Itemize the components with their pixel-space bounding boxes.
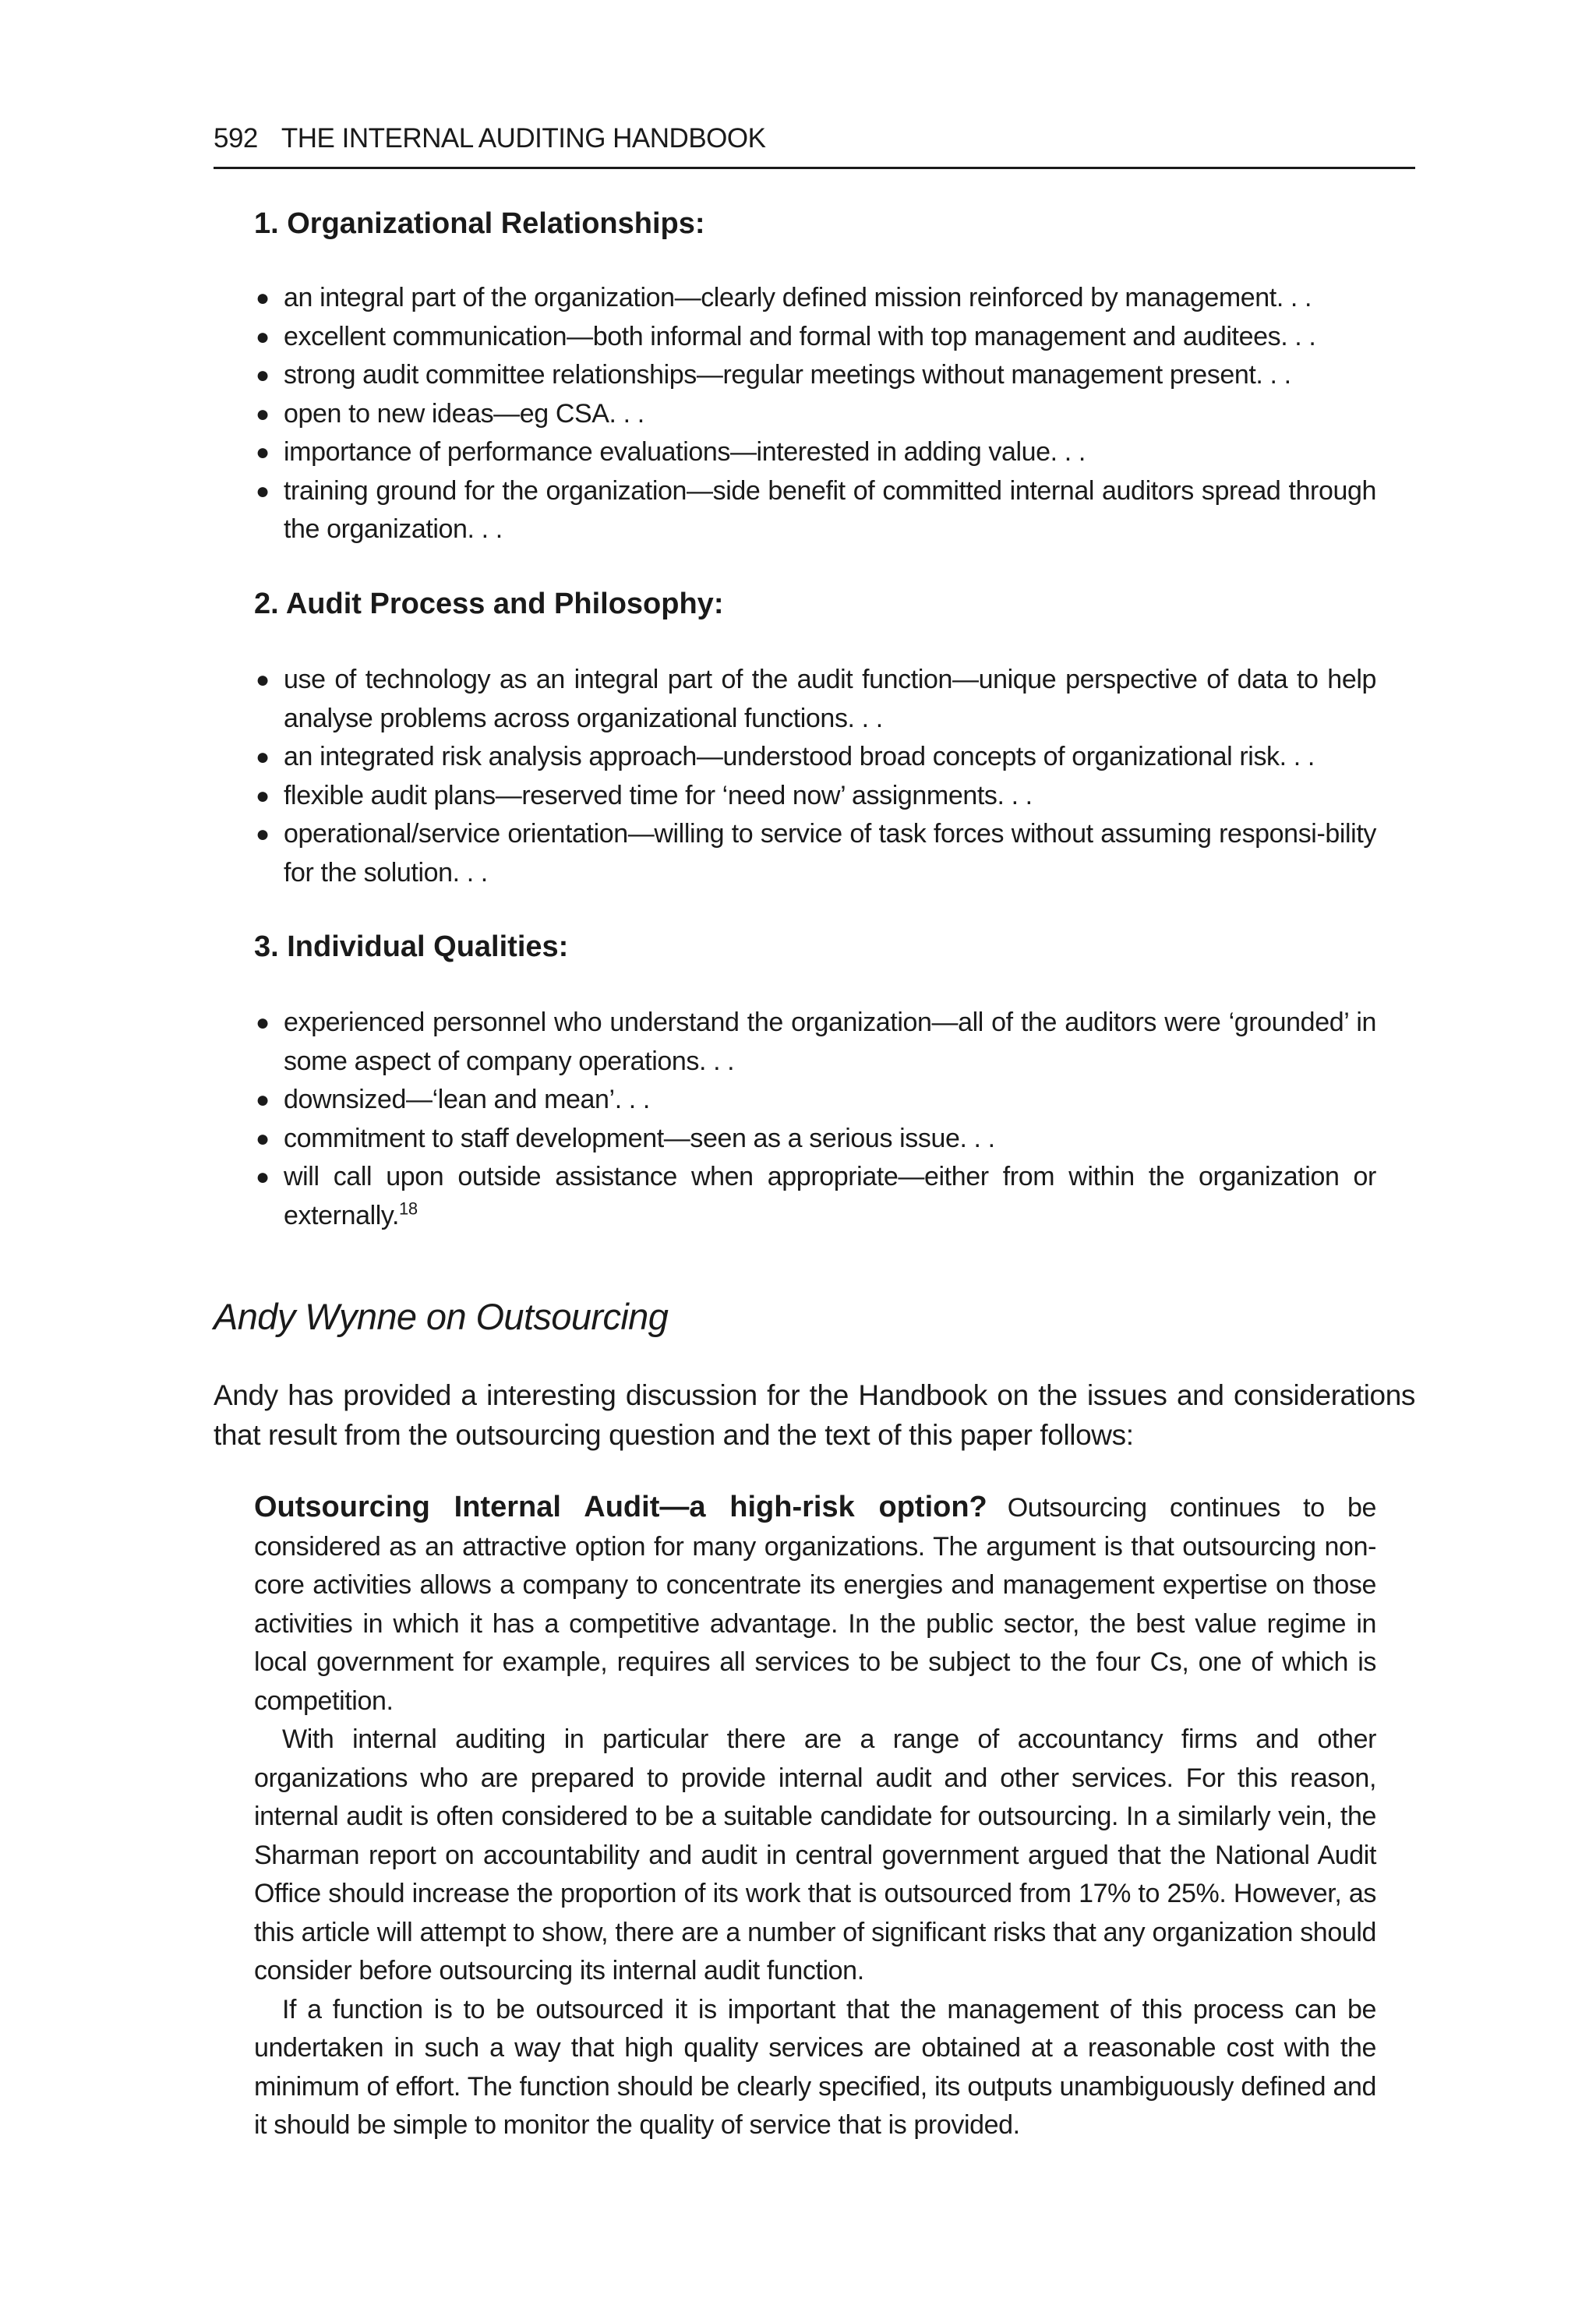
list-item [254, 1158, 1376, 1235]
list-item-text: experienced personnel who understand the organization—all of the auditors were ‘grounded’ in some aspect of company operations. . . [284, 1008, 1376, 1076]
article-paragraph: If a function is to be outsourced it is important that the management of this process can be undertaken in such a way that high quality services are obtained at a reasonable cost with the minimum of effort. The function should be clearly specified, its outputs unambiguously defined and it should be simple to monitor the quality of service that is provided. [254, 1994, 1376, 2140]
list-item-text: downsized—‘lean and mean’. . . [284, 1085, 650, 1114]
bullet-icon: ● [256, 362, 270, 388]
bullet-icon: ● [256, 439, 270, 465]
bullet-list-organizational-relationships [254, 279, 1376, 549]
article-first-paragraph-text: Outsourcing continues to be considered as an attractive option for many organizations. The argument is that outsourcing non-core activities allows a company to concentrate its energies and management expertise on those activities in which it has a competitive advantage. In the public sector, the best value regime in local government for example, requires all services to be subject to the four Cs, one of which is competition. [254, 1493, 1376, 1716]
list-item-text: will call upon outside assistance when appropriate—either from within the organization or externally. [284, 1162, 1376, 1230]
article-first-paragraph [254, 1488, 1376, 1721]
list-item-text: commitment to staff development—seen as a serious issue. . . [284, 1123, 995, 1153]
list-item-text: use of technology as an integral part of the audit function—unique perspective of data to help analyse problems across organizational functions. . . [284, 665, 1376, 733]
subsection-title: Andy Wynne on Outsourcing [214, 1296, 669, 1337]
book-title: THE INTERNAL AUDITING HANDBOOK [281, 123, 766, 154]
bullet-icon: ● [256, 744, 270, 770]
list-item-text: strong audit committee relationships—regular meetings without management present. . . [284, 360, 1291, 390]
article-body [254, 1488, 1376, 2145]
article-paragraph: With internal auditing in particular there are a range of accountancy firms and other organizations who are prepared to provide internal audit and other services. For this reason, internal audit is often considered to be a suitable candidate for outsourcing. In a similarly vein, the Sharman report on accountability and audit in central government argued that the National Audit Office should increase the proportion of its work that is outsourced from 17% to 25%. However, as this article will attempt to show, there are a number of significant risks that any organization should consider before outsourcing its internal audit function. [254, 1724, 1376, 1985]
header-rule [214, 167, 1415, 169]
bullet-list-audit-process [254, 661, 1376, 892]
list-item-text: importance of performance evaluations—interested in adding value. . . [284, 437, 1086, 467]
bullet-icon: ● [256, 478, 270, 504]
list-item [254, 1004, 1376, 1081]
list-item-text: an integral part of the organization—clearly defined mission reinforced by management. . . [284, 283, 1312, 312]
section-heading-audit-process: 2. Audit Process and Philosophy: [254, 588, 724, 620]
list-item [254, 815, 1376, 892]
list-item [254, 738, 1376, 777]
bullet-icon: ● [256, 1125, 270, 1152]
list-item [254, 1120, 1376, 1159]
list-item [254, 777, 1376, 816]
list-item [254, 356, 1376, 395]
bullet-icon: ● [256, 821, 270, 847]
bullet-icon: ● [256, 1087, 270, 1113]
bullet-icon: ● [256, 782, 270, 809]
list-item [254, 1081, 1376, 1120]
list-item [254, 661, 1376, 738]
list-item-text: an integrated risk analysis approach—understood broad concepts of organizational risk. . . [284, 742, 1315, 771]
bullet-icon: ● [256, 401, 270, 427]
list-item-text: flexible audit plans—reserved time for ‘need now’ assignments. . . [284, 780, 1033, 810]
running-header [214, 118, 1415, 159]
bullet-icon: ● [256, 1010, 270, 1036]
list-item-text: operational/service orientation—willing to service of task forces without assuming responsi-bility for the solution. . . [284, 819, 1376, 888]
list-item [254, 395, 1376, 434]
bullet-icon: ● [256, 667, 270, 693]
article-title: Outsourcing Internal Audit—a high-risk option? [254, 1491, 987, 1523]
footnote-marker: 18 [399, 1198, 418, 1219]
bullet-icon: ● [256, 285, 270, 311]
section-heading-organizational-relationships: 1. Organizational Relationships: [254, 207, 705, 240]
list-item [254, 279, 1376, 318]
list-item-text: training ground for the organization—side benefit of committed internal auditors spread through the organization. . . [284, 475, 1376, 544]
section-heading-individual-qualities: 3. Individual Qualities: [254, 930, 569, 963]
intro-paragraph: Andy has provided a interesting discussion for the Handbook on the issues and considerations that result from the outsourcing question and the text of this paper follows: [214, 1379, 1415, 1451]
bullet-icon: ● [256, 323, 270, 350]
list-item [254, 318, 1376, 357]
page-number: 592 [214, 123, 258, 154]
list-item-text: excellent communication—both informal and formal with top management and auditees. . . [284, 321, 1316, 351]
bullet-icon: ● [256, 1164, 270, 1190]
list-item-text: open to new ideas—eg CSA. . . [284, 398, 644, 429]
list-item [254, 472, 1376, 549]
bullet-list-individual-qualities [254, 1004, 1376, 1235]
list-item [254, 433, 1376, 472]
